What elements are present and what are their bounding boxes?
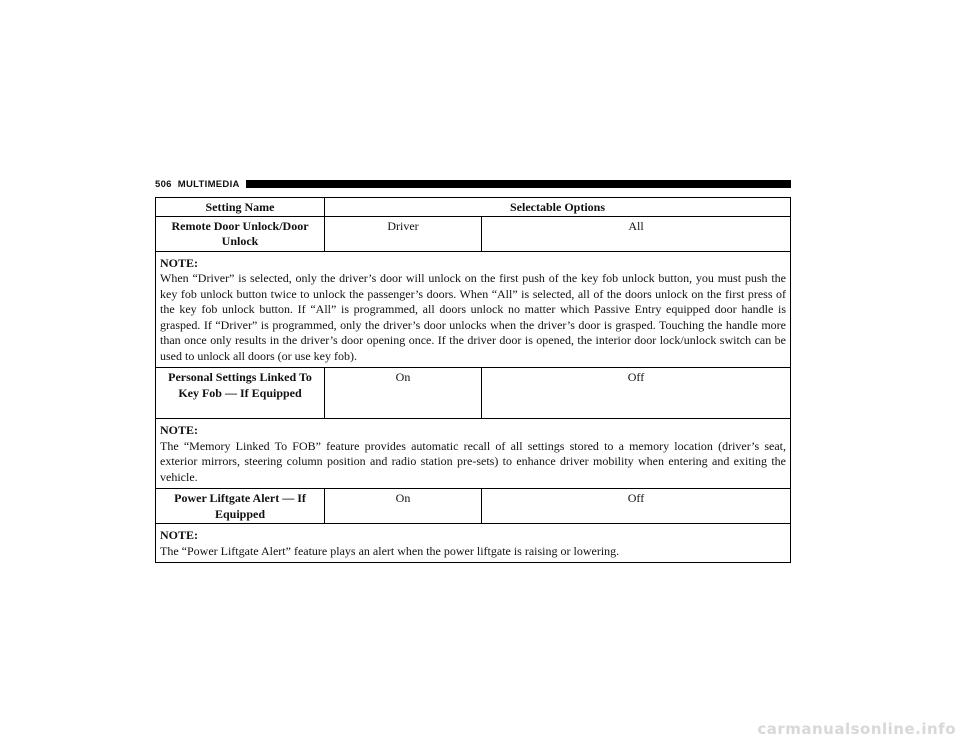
note-text: The “Memory Linked To FOB” feature provides automatic recall of all settings stored to a memory location (driver’s seat, exterior mirrors, steering column position and radio station pre-sets) to enhance driver mobility when entering and exiting the vehicle. bbox=[160, 438, 786, 484]
note-text: The “Power Liftgate Alert” feature plays an alert when the power liftgate is raising or lowering. bbox=[160, 543, 620, 558]
table-row bbox=[156, 489, 791, 524]
header-rule bbox=[246, 180, 791, 188]
option-value: On bbox=[325, 489, 482, 524]
watermark: carmanualsonline.info bbox=[757, 720, 956, 738]
option-value: Off bbox=[482, 368, 791, 419]
note-cell bbox=[156, 419, 791, 489]
note-title: NOTE: bbox=[160, 255, 199, 270]
settings-table bbox=[155, 197, 791, 563]
note-text: When “Driver” is selected, only the driver’s door will unlock on the first push of the key fob unlock button, you must push the key fob unlock button twice to unlock the passenger’s doors. When “All” is selected, all of the doors unlock on the first press of the key fob unlock button. If “All” is programmed, all doors unlock no matter which Passive Entry equipped door handle is grasped. If “Driver” is programmed, only the driver’s door unlocks when the driver’s door is grasped. Touching the handle more than once only results in the driver’s door opening once. If the driver door is opened, the interior door lock/unlock switch can be used to unlock all doors (or use key fob). bbox=[160, 271, 786, 363]
page-number: 506 bbox=[155, 178, 172, 190]
col-selectable-options: Selectable Options bbox=[325, 198, 791, 217]
option-value: Driver bbox=[325, 216, 482, 251]
table-row bbox=[156, 368, 791, 419]
note-row bbox=[156, 251, 791, 368]
note-title: NOTE: bbox=[160, 423, 199, 437]
option-value: All bbox=[482, 216, 791, 251]
table-row bbox=[156, 216, 791, 251]
table-header-row bbox=[156, 198, 791, 217]
page-header bbox=[155, 177, 791, 191]
setting-name: Power Liftgate Alert — If Equipped bbox=[156, 489, 325, 524]
setting-name: Personal Settings Linked To Key Fob — If Equipped bbox=[156, 368, 325, 419]
note-title: NOTE: bbox=[160, 528, 199, 542]
note-row bbox=[156, 524, 791, 563]
col-setting-name: Setting Name bbox=[156, 198, 325, 217]
note-row bbox=[156, 419, 791, 489]
note-cell bbox=[156, 251, 791, 368]
note-cell bbox=[156, 524, 791, 563]
section-title: MULTIMEDIA bbox=[177, 178, 240, 190]
setting-name: Remote Door Unlock/Door Unlock bbox=[156, 216, 325, 251]
option-value: Off bbox=[482, 489, 791, 524]
option-value: On bbox=[325, 368, 482, 419]
